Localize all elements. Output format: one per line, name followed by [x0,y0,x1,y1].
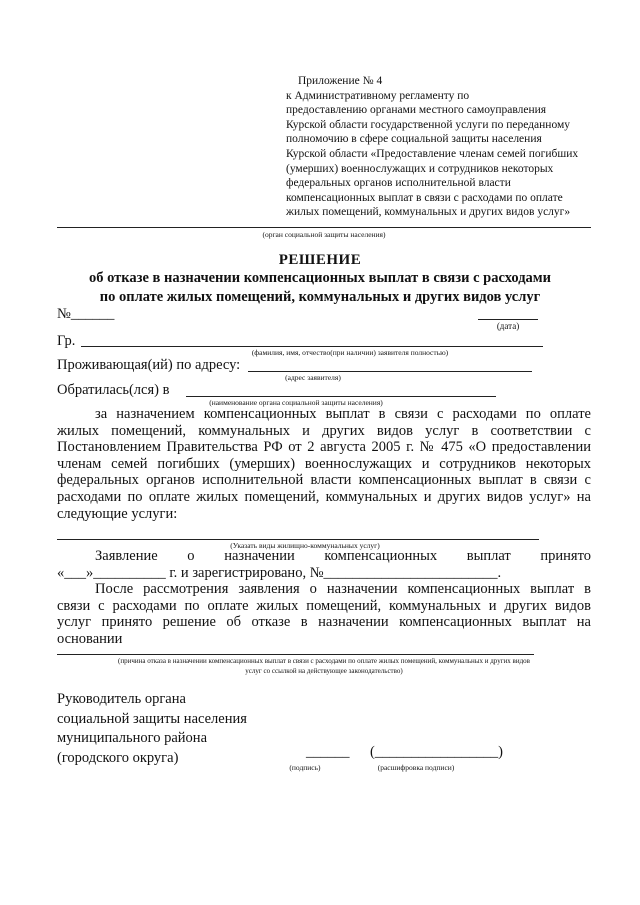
address-label: Проживающая(ий) по адресу: [57,357,241,373]
paragraph-line: расходами по оплате жилых помещений, коммунальных и других видов услуг» на [57,488,591,505]
signatory-line: (городского округа) [57,749,179,766]
annex-block [286,74,606,220]
reason-caption-line1: (причина отказа в назначении компенсационных выплат в связи с расходами по оплате жилых помещений, коммунальных и других видов [118,657,530,665]
citizen-label: Гр. [57,333,76,349]
signature-transcript-blank: (_________________) [370,744,503,760]
applied-label: Обратилась(лся) в [57,382,170,398]
paragraph-line: жилых помещений, коммунальных и других видов услуг в соответствии с [57,422,591,439]
decision-title-line1: об отказе в назначении компенсационных выплат в связи с расходами [88,270,552,286]
annex-line: Курской области государственной услуги по переданному [286,118,570,131]
signatory-line: Руководитель органа [57,691,186,707]
paragraph-line: следующие услуги: [57,505,178,522]
signatory-block [57,690,247,768]
annex-line: предоставлению органами местного самоуправления [286,104,547,117]
reason-line [57,654,534,655]
reason-caption-line2: услуг со ссылкой на действующее законодательство) [245,667,403,675]
annex-line: к Административному регламенту по [286,89,470,102]
paragraph-line: основании [57,630,123,647]
authority-line [57,227,591,228]
application-line2: «___»__________ г. и зарегистрировано, №________________________. [57,564,502,581]
address-line [248,371,532,372]
paragraph-line: членам семей погибших (умерших) военнослужащих и сотрудников некоторых [57,455,591,472]
address-caption: (адрес заявителя) [285,373,341,382]
date-line [478,319,538,320]
applied-caption: (наименование органа социальной защиты населения) [209,398,383,407]
annex-line: (умерших) военнослужащих и сотрудников некоторых [286,162,554,175]
signature-blank: ______ [306,744,350,760]
citizen-caption: (фамилия, имя, отчество(при наличии) заявителя полностью) [251,348,449,357]
paragraph-line: После рассмотрения заявления о назначении компенсационных выплат в [95,581,591,597]
annex-line: Курской области «Предоставление членам семей погибших [286,147,579,160]
paragraph-1 [57,406,591,522]
annex-line: жилых помещений, коммунальных и других видов услуг» [286,206,571,219]
decision-heading: РЕШЕНИЕ [278,252,362,268]
paragraph-line: Постановлением Правительства РФ от 2 августа 2005 г. № 475 «О предоставлении [57,439,591,456]
date-caption: (дата) [496,321,520,331]
services-line [57,539,539,540]
paragraph-line: за назначением компенсационных выплат в связи с расходами по оплате [95,406,591,422]
signatory-line: муниципального района [57,730,207,746]
application-line1: Заявление о назначении компенсационных выплат принято [95,548,591,564]
annex-line: полномочию в сфере социальной защиты населения [286,133,542,146]
citizen-line [81,346,543,347]
annex-line: федеральных органов исполнительной власти [286,177,511,190]
services-caption: (Указать виды жилищно-коммунальных услуг) [230,541,380,550]
applied-line [186,396,496,397]
signatory-line: социальной защиты населения [57,710,247,727]
application-block [57,548,591,581]
annex-line: компенсационных выплат в связи с расходами по оплате [286,191,563,204]
paragraph-line: федеральных органов исполнительной власти компенсационных выплат в связи с [57,472,591,489]
paragraph-line: связи с расходами по оплате жилых помещений, коммунальных и других видов [57,597,591,614]
annex-line: Приложение № 4 [298,75,383,87]
paragraph-2 [57,581,591,647]
authority-caption: (орган социальной защиты населения) [262,230,386,239]
decision-title-line2: по оплате жилых помещений, коммунальных и других видов услуг [99,289,541,305]
number-field: №______ [57,306,115,322]
paragraph-line: услуг принято решение об отказе в назначении компенсационных выплат на [57,614,591,631]
signature-transcript-caption: (расшифровка подписи) [377,763,455,772]
signature-caption: (подпись) [289,763,321,772]
